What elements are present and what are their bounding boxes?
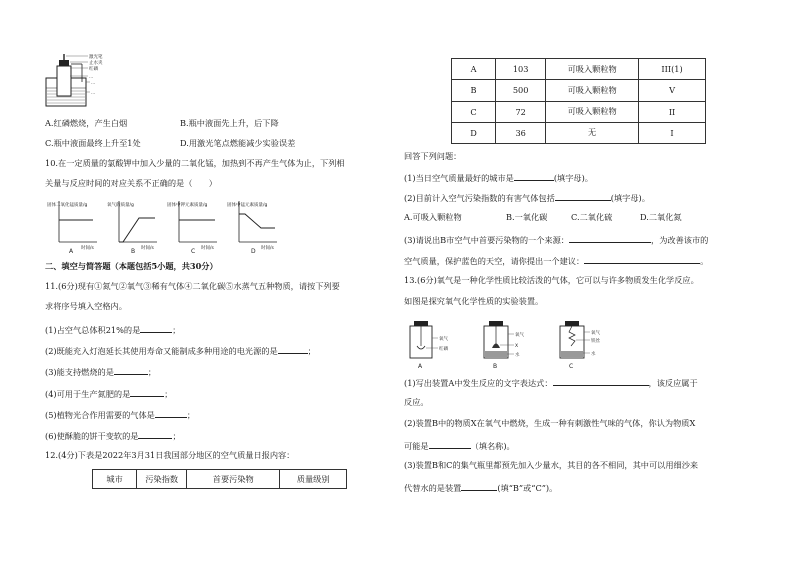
air-quality-table-header <box>92 469 347 489</box>
answer-blank[interactable] <box>114 366 148 375</box>
q12-part-2-option-d: D.二氧化氮 <box>640 212 682 222</box>
answer-blank[interactable] <box>555 192 611 201</box>
q11-item-text: (1)占空气总体积21%的是 <box>45 325 141 335</box>
q12-part-3-line-1 <box>404 234 708 246</box>
answer-blank[interactable] <box>130 388 164 397</box>
q13-part-3-line-2 <box>404 482 557 494</box>
graph-letter: B <box>131 248 136 254</box>
q12-answer-intro: 回答下列问题： <box>404 151 462 161</box>
q11-item-5 <box>45 409 195 421</box>
graph-letter: C <box>191 248 196 254</box>
q13-line-1: 13.(6分)氧气是一种化学性质比较活泼的气体，它可以与许多物质发生化学反应。 <box>404 275 699 285</box>
table-row <box>452 101 706 122</box>
q12-part-text: (3)请说出B市空气中首要污染物的一个来源： <box>404 235 569 245</box>
graph-a <box>47 201 97 254</box>
apparatus-label: 氧气 <box>591 331 600 336</box>
table-cell: 72 <box>496 101 546 122</box>
answer-blank[interactable] <box>155 409 187 418</box>
apparatus-label: 水 <box>591 352 596 357</box>
apparatus-b <box>484 321 524 370</box>
answer-blank[interactable] <box>584 255 700 264</box>
q9-option-a: A.红磷燃烧，产生白烟 <box>45 118 128 128</box>
apparatus-label: 铁丝 <box>591 339 600 344</box>
air-quality-table-rows <box>451 58 706 144</box>
q13-part-1-line-1 <box>404 377 698 389</box>
apparatus-a <box>410 321 448 370</box>
q12-part-suffix: 。 <box>700 256 709 266</box>
q11-item-4 <box>45 388 173 400</box>
q10-graphs <box>45 198 285 254</box>
table-cell: 103 <box>496 59 546 80</box>
graph-c <box>167 201 217 254</box>
q12-part-1 <box>404 172 593 184</box>
q11-line-2: 求将序号填入空格内。 <box>45 301 127 311</box>
q13-apparatus-figure <box>400 318 625 370</box>
q12-part-3-line-2 <box>404 255 708 267</box>
q13-part-text: 代替水的是装置 <box>404 483 462 493</box>
apparatus-label: 止水夹 <box>89 61 103 66</box>
q13-part-3-line-1: (3)装置B和C的集气瓶里都预先加入少量水，其目的各不相同，其中可以用细沙来 <box>404 460 699 470</box>
table-cell: III(1) <box>639 59 706 80</box>
q11-item-3 <box>45 366 156 378</box>
q13-part-suffix: （填名称)。 <box>470 441 515 451</box>
q11-item-suffix: ； <box>307 346 316 356</box>
q11-item-text: (2)既能充入灯泡延长其使用寿命又能制成多种用途的电光源的是 <box>45 346 278 356</box>
apparatus-label: 激光笔 <box>89 55 103 60</box>
apparatus-label: 红磷 <box>439 347 448 352</box>
section-2-title: 二、填空与简答题（本题包括5小题，共30分） <box>45 261 218 271</box>
apparatus-label: 氧气 <box>515 333 524 338</box>
q13-line-2: 如图是探究氧气化学性质的实验装置。 <box>404 296 544 306</box>
table-cell: II <box>639 101 706 122</box>
apparatus-c <box>560 321 600 370</box>
q12-intro: 12.(4分)下表是2022年3月31日我国部分地区的空气质量日报内容： <box>45 450 295 460</box>
q11-line-1: 11.(6分)现有①氮气②氧气③稀有气体④二氧化碳⑤水蒸气五种物质，请按下列要 <box>45 281 340 291</box>
q13-part-2-line-2 <box>404 440 515 452</box>
graph-ylabel: 固体中钾元素质量/g <box>167 203 208 208</box>
q13-part-1-line-2: 反应。 <box>404 397 429 407</box>
graph-d <box>227 201 277 254</box>
apparatus-label: 水 <box>515 353 520 358</box>
table-cell: 无 <box>546 122 639 143</box>
answer-blank[interactable] <box>461 482 497 491</box>
q13-part-text: (1)写出装置A中发生反应的文字表达式： <box>404 378 553 388</box>
q10-line-2: 关量与反应时间的对应关系不正确的是（ ） <box>45 178 217 188</box>
answer-blank[interactable] <box>569 234 651 243</box>
apparatus-letter: A <box>418 363 423 370</box>
answer-blank[interactable] <box>140 324 172 333</box>
q11-item-suffix: ； <box>172 431 181 441</box>
graph-xlabel: 时间/s <box>81 246 94 251</box>
q12-part-text: (2)目前计入空气污染指数的有害气体包括 <box>404 193 555 203</box>
header-pollution-index: 污染指数 <box>137 470 187 489</box>
q13-part-suffix: (填“B”或“C”)。 <box>497 483 558 493</box>
header-quality-grade: 质量级别 <box>280 470 347 489</box>
table-cell: D <box>452 122 496 143</box>
graph-xlabel: 时间/s <box>201 246 214 251</box>
table-cell: V <box>639 80 706 101</box>
table-cell: 500 <box>496 80 546 101</box>
table-cell: 可吸入颗粒物 <box>546 80 639 101</box>
q9-apparatus-figure <box>42 52 112 112</box>
apparatus-label: X <box>515 344 519 349</box>
apparatus-label: ... <box>91 81 96 86</box>
q11-item-suffix: ； <box>172 325 181 335</box>
q13-part-suffix: ，该反应属于 <box>648 378 698 388</box>
q11-item-text: (3)能支持燃烧的是 <box>45 367 114 377</box>
table-cell: 36 <box>496 122 546 143</box>
table-cell: A <box>452 59 496 80</box>
graph-b <box>107 201 157 254</box>
table-row <box>452 122 706 143</box>
header-city: 城市 <box>93 470 137 489</box>
q12-part-text: 空气质量，保护蓝色的天空，请你提出一个建议： <box>404 256 585 266</box>
q11-item-1 <box>45 324 181 336</box>
graph-ylabel: 固体二氧化锰质量/g <box>47 203 88 208</box>
apparatus-letter: B <box>493 363 498 370</box>
q9-option-b: B.瓶中液面先上升，后下降 <box>180 118 279 128</box>
q12-part-text: (1)当日空气质量最好的城市是 <box>404 173 514 183</box>
answer-blank[interactable] <box>553 377 649 386</box>
q11-item-text: (5)植物光合作用需要的气体是 <box>45 410 155 420</box>
header-primary-pollutant: 首要污染物 <box>187 470 280 489</box>
q11-item-text: (4)可用于生产氮肥的是 <box>45 389 131 399</box>
q11-item-suffix: ； <box>147 367 157 377</box>
q12-part-suffix: (填字母)。 <box>553 173 593 183</box>
apparatus-label: ... <box>91 91 96 96</box>
table-cell: I <box>639 122 706 143</box>
apparatus-label: 红磷 <box>89 67 98 72</box>
table-cell: C <box>452 101 496 122</box>
q11-item-2 <box>45 345 316 357</box>
q12-part-2-option-c: C.二氧化硫 <box>571 212 613 222</box>
q12-part-2-option-b: B.一氧化碳 <box>506 212 548 222</box>
graph-xlabel: 时间/s <box>261 246 274 251</box>
apparatus-label: 氧气 <box>439 337 448 342</box>
q12-part-suffix: ，为改善该市的 <box>651 235 709 245</box>
q10-line-1: 10.在一定质量的氯酸钾中加入少量的二氧化锰，加热到不再产生气体为止，下列相 <box>45 158 345 168</box>
graph-xlabel: 时间/s <box>141 246 154 251</box>
graph-ylabel: 固体中锰元素质量/g <box>227 203 268 208</box>
q11-item-suffix: ； <box>186 410 196 420</box>
q12-part-2 <box>404 192 650 204</box>
q11-item-suffix: ； <box>164 389 173 399</box>
answer-blank[interactable] <box>278 345 308 354</box>
table-row <box>452 59 706 80</box>
graph-letter: D <box>251 248 256 254</box>
apparatus-letter: C <box>569 363 574 370</box>
apparatus-label: ... <box>89 75 94 80</box>
table-cell: 可吸入颗粒物 <box>546 59 639 80</box>
q12-part-suffix: (填字母)。 <box>610 193 650 203</box>
q9-option-d: D.用激光笔点燃能减少实验误差 <box>180 138 296 148</box>
table-row <box>452 80 706 101</box>
answer-blank[interactable] <box>429 440 471 449</box>
answer-blank[interactable] <box>514 172 554 181</box>
q12-part-2-option-a: A.可吸入颗粒物 <box>404 212 462 222</box>
answer-blank[interactable] <box>138 430 172 439</box>
q11-item-text: (6)使酥脆的饼干变软的是 <box>45 431 139 441</box>
q13-part-2-line-1: (2)装置B中的物质X在氧气中燃烧，生成一种有刺激性气味的气体，你认为物质X <box>404 418 696 428</box>
q13-part-text: 可能是 <box>404 441 429 451</box>
graph-letter: A <box>69 248 74 254</box>
q9-option-c: C.瓶中液面最终上升至1处 <box>45 138 141 148</box>
graph-ylabel: 氧气的质量/g <box>107 203 134 208</box>
table-cell: B <box>452 80 496 101</box>
table-cell: 可吸入颗粒物 <box>546 101 639 122</box>
q11-item-6 <box>45 430 181 442</box>
